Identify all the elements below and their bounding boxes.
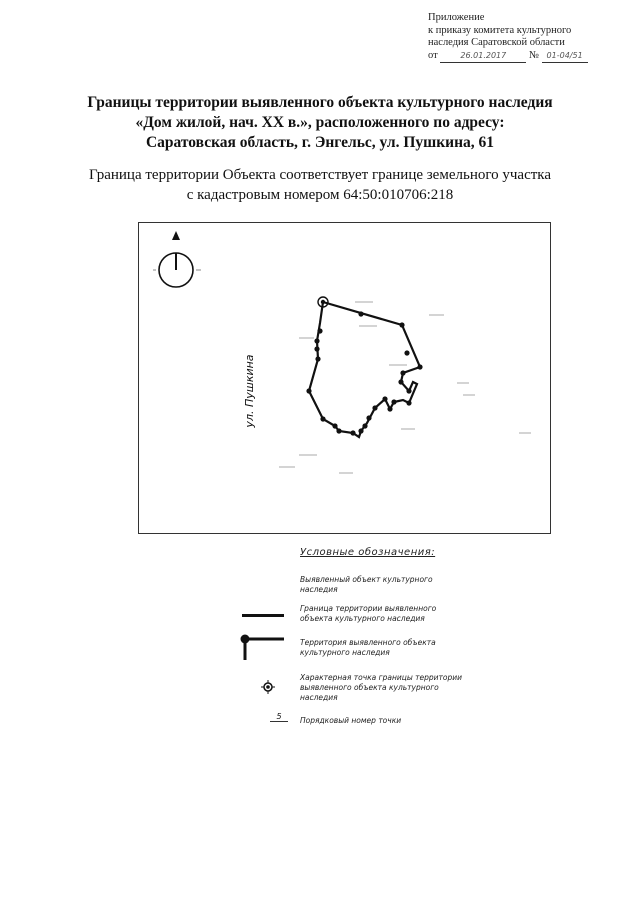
legend-text-line: выявленного объекта культурного bbox=[300, 683, 439, 692]
boundary-line-symbol bbox=[242, 614, 284, 617]
legend-item-territory bbox=[300, 638, 436, 658]
document-subtitle bbox=[0, 165, 640, 205]
boundary-map-drawing bbox=[139, 223, 552, 535]
point-number-symbol: 5 bbox=[270, 712, 288, 722]
document-title bbox=[0, 93, 640, 153]
date-value: 26.01.2017 bbox=[440, 50, 526, 64]
legend-text-line: объекта культурного наследия bbox=[300, 614, 425, 623]
territory-corner-symbol bbox=[238, 633, 288, 661]
legend-text-line: наследия bbox=[300, 693, 338, 702]
subtitle-line-1: Граница территории Объекта соответствует границе земельного участка bbox=[88, 167, 552, 183]
number-value: 01-04/51 bbox=[542, 50, 588, 64]
legend-text-line: Территория выявленного объекта bbox=[300, 638, 436, 647]
territory-boundary-line bbox=[309, 302, 420, 437]
legend-title: Условные обозначения: bbox=[300, 547, 436, 558]
boundary-map bbox=[138, 222, 551, 534]
annex-date-number-row bbox=[428, 50, 588, 64]
legend-text-line: наследия bbox=[300, 585, 338, 594]
north-arrow-icon bbox=[153, 231, 201, 287]
legend-text-line: культурного наследия bbox=[300, 648, 390, 657]
point-marker-icon bbox=[261, 680, 275, 694]
legend-text-line: Выявленный объект культурного bbox=[300, 575, 433, 584]
legend-item-point bbox=[300, 673, 462, 703]
annex-line-2: к приказу комитета культурного bbox=[428, 24, 572, 36]
street-label: ул. Пушкина bbox=[243, 354, 256, 428]
legend-item-point-number bbox=[300, 716, 401, 726]
annex-line-1: Приложение bbox=[428, 12, 485, 23]
legend-text-line: Граница территории выявленного bbox=[300, 604, 437, 613]
annex-line-3: наследия Саратовской области bbox=[428, 37, 565, 48]
title-line-3: Саратовская область, г. Энгельс, ул. Пушкина, 61 bbox=[145, 134, 495, 151]
legend-text-line: Характерная точка границы территории bbox=[300, 673, 462, 682]
date-label: от bbox=[428, 49, 438, 61]
legend-item-cultural-object bbox=[300, 575, 433, 595]
subtitle-line-2: с кадастровым номером 64:50:010706:218 bbox=[186, 187, 454, 203]
legend-item-boundary bbox=[300, 604, 436, 624]
title-line-2: «Дом жилой, нач. XX в.», расположенного по адресу: bbox=[135, 114, 505, 131]
legend-text-line: Порядковый номер точки bbox=[300, 716, 402, 725]
number-label: № bbox=[528, 49, 539, 61]
annex-block bbox=[428, 12, 588, 63]
title-line-1: Границы территории выявленного объекта культурного наследия bbox=[87, 94, 553, 111]
